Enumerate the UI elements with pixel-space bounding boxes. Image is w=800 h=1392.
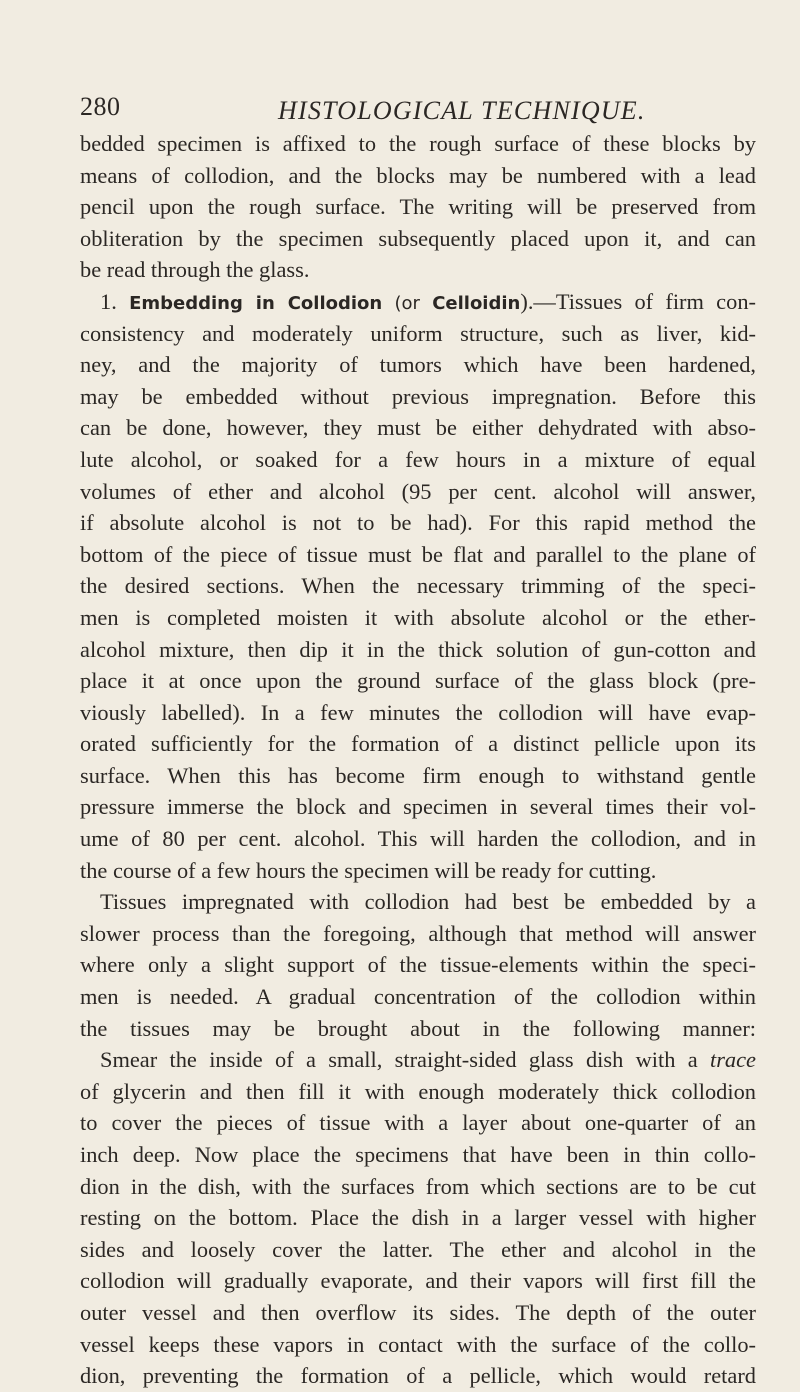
text-line: be read through the glass. <box>80 257 310 283</box>
section-heading-alt: Celloidin <box>432 292 521 314</box>
smear-line <box>80 1044 756 1076</box>
text-line: orated sufficiently for the formation of a distinct pellicle upon its <box>80 731 756 757</box>
body-text <box>80 128 756 1392</box>
text-line: to cover the pieces of tissue with a layer about one-quarter of an <box>80 1110 756 1136</box>
text-line: means of collodion, and the blocks may be numbered with a lead <box>80 162 756 188</box>
section-heading-paren-close: ). <box>520 288 534 314</box>
section-heading-paren: (or <box>394 292 420 314</box>
text-line: resting on the bottom. Place the dish in a larger vessel with higher <box>80 1205 756 1231</box>
text-line: if absolute alcohol is not to be had). For this rapid method the <box>80 510 756 536</box>
section-text: —Tissues of firm con- <box>533 288 756 314</box>
text-line: may be embedded without previous impregnation. Before this <box>80 383 756 409</box>
text-line: bedded specimen is affixed to the rough surface of these blocks by <box>80 131 756 156</box>
text-line: the course of a few hours the specimen will be ready for cutting. <box>80 857 657 883</box>
text-line: consistency and moderately uniform structure, such as liver, kid- <box>80 320 756 346</box>
page-number: 280 <box>80 92 121 121</box>
text-line: alcohol mixture, then dip it in the thick solution of gun-cotton and <box>80 636 756 662</box>
text-line: volumes of ether and alcohol (95 per cent. alcohol will answer, <box>80 478 756 504</box>
text-line: obliteration by the specimen subsequently placed upon it, and can <box>80 225 756 251</box>
text-line: collodion will gradually evaporate, and their vapors will first fill the <box>80 1268 756 1294</box>
text-line: vessel keeps these vapors in contact with the surface of the collo- <box>80 1331 756 1357</box>
text-line: dion in the dish, with the surfaces from which sections are to be cut <box>80 1173 756 1199</box>
running-head: HISTOLOGICAL TECHNIQUE. <box>278 96 646 125</box>
smear-text: Smear the inside of a small, straight-sided glass dish with a <box>100 1047 698 1073</box>
text-line: place it at once upon the ground surface of the glass block (pre- <box>80 668 756 694</box>
text-line: slower process than the foregoing, although that method will answer <box>80 920 756 946</box>
text-line: ney, and the majority of tumors which have been hardened, <box>80 352 756 378</box>
text-line: can be done, however, they must be either dehydrated with abso- <box>80 415 756 441</box>
text-line: outer vessel and then overflow its sides. The depth of the outer <box>80 1299 756 1325</box>
text-line: Tissues impregnated with collodion had best be embedded by a <box>100 889 756 915</box>
text-line: pencil upon the rough surface. The writing will be preserved from <box>80 194 756 220</box>
section-heading: Embedding in Collodion <box>129 292 383 314</box>
text-line: men is needed. A gradual concentration of the collodion within <box>80 984 756 1010</box>
section-heading-line <box>80 286 756 318</box>
text-line: where only a slight support of the tissue-elements within the speci- <box>80 952 756 978</box>
text-line: men is completed moisten it with absolute alcohol or the ether- <box>80 604 756 630</box>
text-line: viously labelled). In a few minutes the collodion will have evap- <box>80 699 756 725</box>
page-header <box>80 92 800 132</box>
text-line: the tissues may be brought about in the following manner: <box>80 1015 756 1041</box>
smear-italic-word: trace <box>709 1047 756 1073</box>
text-line: of glycerin and then fill it with enough moderately thick collodion <box>80 1078 756 1104</box>
text-line: inch deep. Now place the specimens that have been in thin collo- <box>80 1142 756 1167</box>
text-line: dion, preventing the formation of a pellicle, which would retard <box>80 1363 756 1389</box>
text-line: pressure immerse the block and specimen in several times their vol- <box>80 794 756 820</box>
text-line: bottom of the piece of tissue must be flat and parallel to the plane of <box>80 541 756 567</box>
section-number: 1. <box>100 288 117 314</box>
text-line: sides and loosely cover the latter. The ether and alcohol in the <box>80 1236 756 1262</box>
text-line: ume of 80 per cent. alcohol. This will harden the collodion, and in <box>80 826 756 852</box>
text-line: surface. When this has become firm enough to withstand gentle <box>80 762 756 788</box>
text-line: lute alcohol, or soaked for a few hours in a mixture of equal <box>80 446 756 472</box>
text-line: the desired sections. When the necessary trimming of the speci- <box>80 573 756 599</box>
